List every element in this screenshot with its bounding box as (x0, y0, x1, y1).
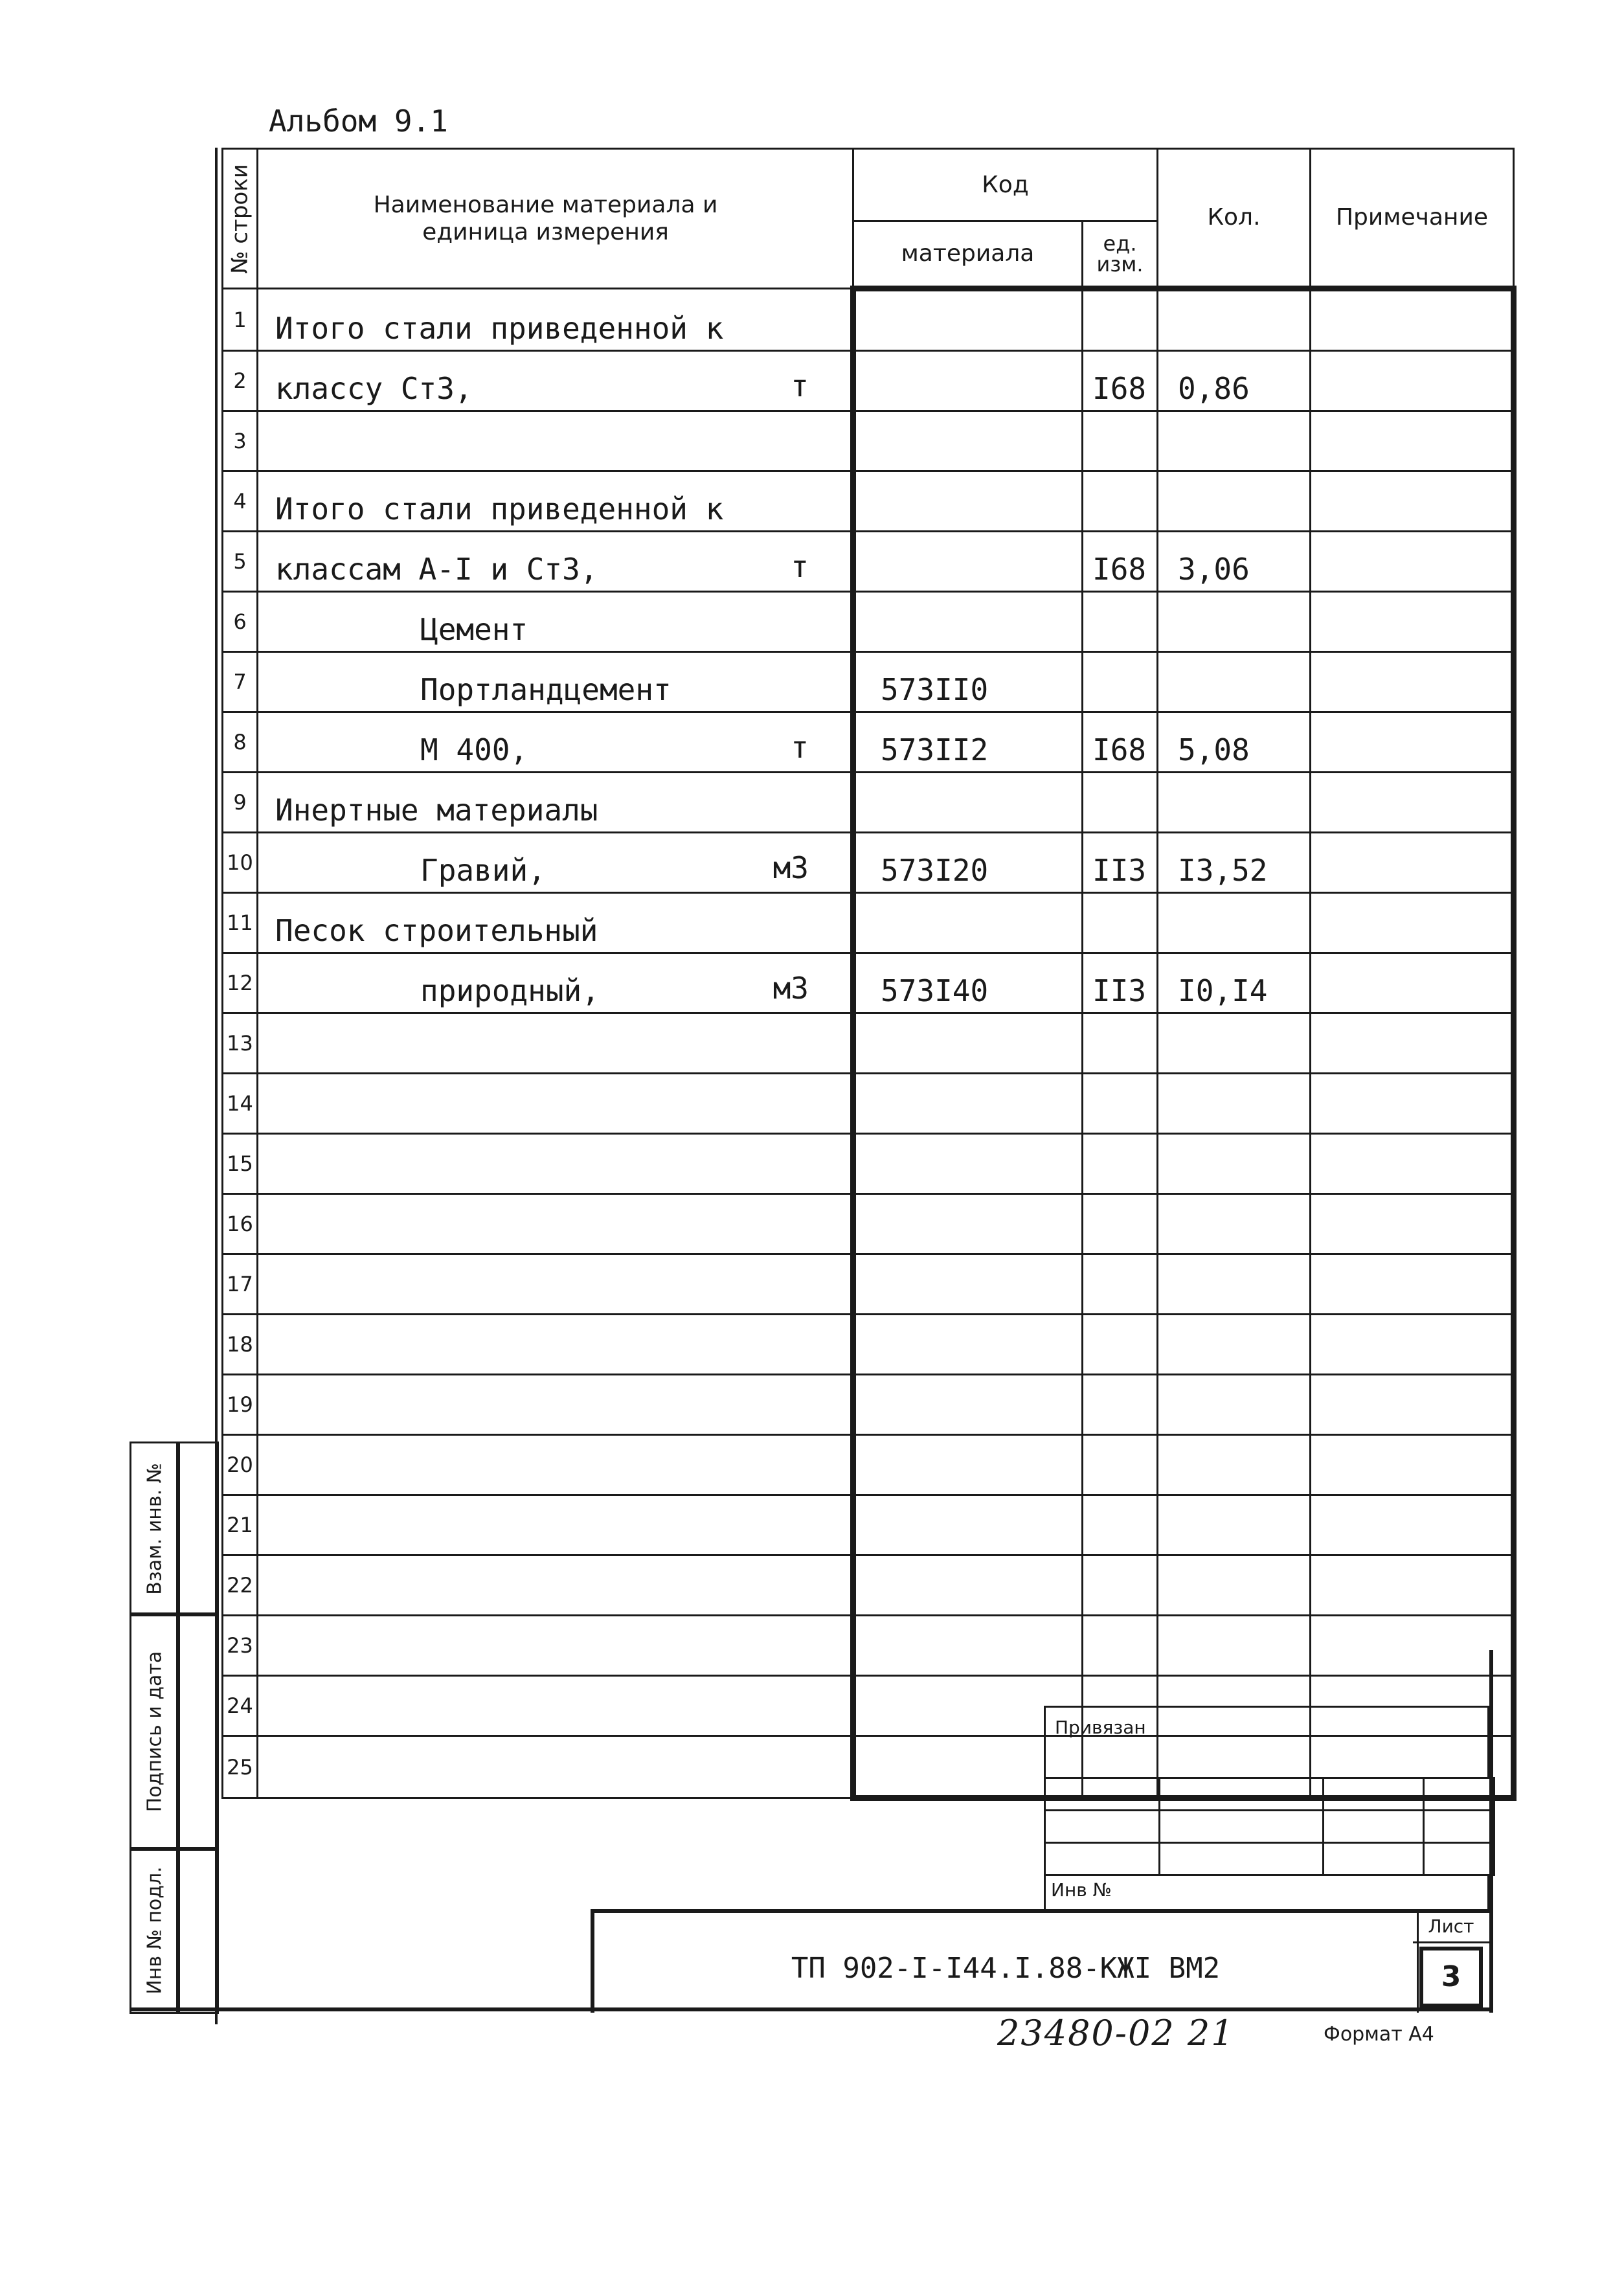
note-cell (1311, 1013, 1514, 1074)
row-number-cell: 16 (223, 1194, 258, 1254)
row-number-cell: 15 (223, 1134, 258, 1194)
quantity-cell (1158, 1495, 1311, 1555)
row-number-cell: 22 (223, 1555, 258, 1616)
album-label: Альбом 9.1 (269, 104, 448, 139)
material-name-text: классам А-I и Ст3, (275, 552, 598, 587)
quantity-cell (1158, 1315, 1311, 1375)
table-row (223, 351, 1514, 411)
material-name-cell (258, 833, 853, 893)
unit-code-cell: I68 (1083, 532, 1158, 592)
note-cell (1311, 289, 1514, 351)
row-number-cell: 3 (223, 411, 258, 471)
material-code-cell: 573II0 (853, 652, 1083, 712)
note-cell (1311, 1315, 1514, 1375)
header-name: Наименование материала и единица измерения (258, 149, 853, 289)
unit-code-cell: I68 (1083, 351, 1158, 411)
inv-no-box (1044, 1874, 1489, 1909)
format-label: Формат А4 (1324, 2023, 1434, 2046)
note-cell (1311, 532, 1514, 592)
material-name-cell (258, 532, 853, 592)
title-block (591, 1909, 1419, 2013)
row-number-cell: 5 (223, 532, 258, 592)
material-name-text: Инертные материалы (275, 793, 598, 828)
material-code-cell (853, 1194, 1083, 1254)
material-code-cell (853, 1074, 1083, 1134)
document-designation: ТП 902-I-I44.I.88-КЖI ВМ2 (791, 1952, 1221, 1985)
material-code-cell (853, 532, 1083, 592)
row-number-cell: 24 (223, 1676, 258, 1736)
material-name-cell (258, 411, 853, 471)
material-name-cell (258, 1074, 853, 1134)
sheet-block (1413, 1909, 1493, 2013)
quantity-cell (1158, 411, 1311, 471)
note-cell (1311, 652, 1514, 712)
quantity-cell (1158, 1194, 1311, 1254)
quantity-cell (1158, 592, 1311, 652)
note-cell (1311, 1254, 1514, 1315)
table-row (223, 411, 1514, 471)
side-box-inv-podl-value (176, 1847, 219, 2014)
unit-code-cell (1083, 289, 1158, 351)
table-row (223, 712, 1514, 773)
handwritten-number: 23480-02 21 (997, 2013, 1235, 2053)
table-row (223, 1616, 1514, 1676)
unit-code-cell (1083, 471, 1158, 532)
material-name-cell (258, 471, 853, 532)
unit-code-cell (1083, 1315, 1158, 1375)
unit-code-cell (1083, 1495, 1158, 1555)
row-number-cell: 20 (223, 1435, 258, 1495)
note-cell (1311, 833, 1514, 893)
material-name-text: Портландцемент (420, 672, 671, 707)
material-name-text: Песок строительный (275, 913, 598, 948)
material-name-text: Итого стали приведенной к (275, 492, 724, 526)
material-name-text: классу Ст3, (275, 371, 473, 406)
material-code-cell (853, 893, 1083, 953)
material-code-cell: 573II2 (853, 712, 1083, 773)
measure-unit-text: т (791, 730, 809, 765)
note-cell (1311, 1555, 1514, 1616)
row-number-cell: 21 (223, 1495, 258, 1555)
quantity-cell: 0,86 (1158, 351, 1311, 411)
table-row (223, 833, 1514, 893)
row-number-cell: 14 (223, 1074, 258, 1134)
material-name-cell (258, 1676, 853, 1736)
inv-no-label: Инв № (1051, 1879, 1112, 1901)
measure-unit-text: т (791, 549, 809, 584)
table-row (223, 1315, 1514, 1375)
unit-code-cell (1083, 1134, 1158, 1194)
unit-code-cell (1083, 773, 1158, 833)
material-code-cell (853, 351, 1083, 411)
quantity-cell (1158, 1616, 1311, 1676)
row-number-cell: 9 (223, 773, 258, 833)
material-code-cell (853, 1375, 1083, 1435)
note-cell (1311, 773, 1514, 833)
material-code-cell (853, 1616, 1083, 1676)
row-number-cell: 11 (223, 893, 258, 953)
material-code-cell (853, 1134, 1083, 1194)
quantity-cell: 5,08 (1158, 712, 1311, 773)
material-name-cell (258, 1555, 853, 1616)
table-row (223, 471, 1514, 532)
material-code-cell (853, 1555, 1083, 1616)
quantity-cell (1158, 1435, 1311, 1495)
material-name-cell (258, 1435, 853, 1495)
unit-code-cell (1083, 1375, 1158, 1435)
header-code-material: материала (853, 221, 1083, 289)
header-row-no: № строки (223, 149, 258, 289)
unit-code-cell: II3 (1083, 833, 1158, 893)
material-code-cell (853, 411, 1083, 471)
side-box-podpis (130, 1612, 180, 1851)
note-cell (1311, 712, 1514, 773)
quantity-cell (1158, 1134, 1311, 1194)
side-box-zam-inv (130, 1442, 180, 1616)
row-number-cell: 4 (223, 471, 258, 532)
material-code-cell (853, 1435, 1083, 1495)
material-code-cell (853, 773, 1083, 833)
table-row (223, 652, 1514, 712)
unit-code-cell (1083, 1074, 1158, 1134)
material-name-cell (258, 1616, 853, 1676)
side-box-zam-inv-value (176, 1442, 219, 1616)
table-row (223, 592, 1514, 652)
table-row (223, 953, 1514, 1013)
material-name-cell (258, 1134, 853, 1194)
privyazan-box (1044, 1706, 1489, 1778)
material-code-cell (853, 289, 1083, 351)
table-row (223, 1134, 1514, 1194)
material-name-cell (258, 652, 853, 712)
material-code-cell: 573I20 (853, 833, 1083, 893)
privyazan-grid (1044, 1777, 1495, 1876)
material-name-cell (258, 893, 853, 953)
material-name-cell (258, 1495, 853, 1555)
side-box-inv-podl (130, 1847, 180, 2014)
header-code-unit: ед. изм. (1083, 221, 1158, 289)
material-name-cell (258, 712, 853, 773)
material-code-cell (853, 1495, 1083, 1555)
quantity-cell: 3,06 (1158, 532, 1311, 592)
row-number-cell: 19 (223, 1375, 258, 1435)
unit-code-cell (1083, 411, 1158, 471)
unit-code-cell (1083, 1254, 1158, 1315)
material-name-text: природный, (420, 973, 600, 1008)
unit-code-cell: I68 (1083, 712, 1158, 773)
header-qty: Кол. (1158, 149, 1311, 289)
quantity-cell (1158, 1375, 1311, 1435)
unit-code-cell (1083, 1555, 1158, 1616)
sheet-label: Лист (1413, 1916, 1489, 1943)
quantity-cell (1158, 1555, 1311, 1616)
note-cell (1311, 1074, 1514, 1134)
table-row (223, 1194, 1514, 1254)
note-cell (1311, 1495, 1514, 1555)
row-number-cell: 23 (223, 1616, 258, 1676)
note-cell (1311, 471, 1514, 532)
side-podpis-label: Подпись и дата (143, 1651, 166, 1813)
row-number-cell: 13 (223, 1013, 258, 1074)
material-name-text: М 400, (420, 732, 528, 767)
row-number-cell: 1 (223, 289, 258, 351)
material-code-cell (853, 1013, 1083, 1074)
table-row (223, 289, 1514, 351)
quantity-cell (1158, 1254, 1311, 1315)
table-row (223, 1074, 1514, 1134)
note-cell (1311, 1134, 1514, 1194)
material-name-cell (258, 1315, 853, 1375)
quantity-cell (1158, 893, 1311, 953)
row-number-cell: 17 (223, 1254, 258, 1315)
side-inv-podl-label: Инв № подл. (143, 1866, 166, 1995)
material-name-cell (258, 1736, 853, 1798)
note-cell (1311, 1194, 1514, 1254)
row-number-cell: 10 (223, 833, 258, 893)
measure-unit-text: м3 (773, 971, 809, 1006)
note-cell (1311, 893, 1514, 953)
material-name-cell (258, 953, 853, 1013)
quantity-cell: I0,I4 (1158, 953, 1311, 1013)
unit-code-cell (1083, 1616, 1158, 1676)
material-code-cell (853, 592, 1083, 652)
table-row (223, 1013, 1514, 1074)
quantity-cell (1158, 652, 1311, 712)
row-number-cell: 12 (223, 953, 258, 1013)
material-name-cell (258, 1194, 853, 1254)
quantity-cell (1158, 773, 1311, 833)
sheet-number: 3 (1419, 1947, 1483, 2007)
header-code: Код (853, 149, 1158, 221)
row-number-cell: 8 (223, 712, 258, 773)
unit-code-cell: II3 (1083, 953, 1158, 1013)
table-row (223, 1375, 1514, 1435)
material-name-text: Гравий, (420, 853, 546, 888)
header-note: Примечание (1311, 149, 1514, 289)
table-row (223, 1435, 1514, 1495)
note-cell (1311, 411, 1514, 471)
measure-unit-text: т (791, 368, 809, 403)
material-name-text: Итого стали приведенной к (275, 311, 724, 346)
unit-code-cell (1083, 893, 1158, 953)
quantity-cell (1158, 471, 1311, 532)
table-row (223, 532, 1514, 592)
note-cell (1311, 953, 1514, 1013)
quantity-cell: I3,52 (1158, 833, 1311, 893)
note-cell (1311, 592, 1514, 652)
material-code-cell (853, 1254, 1083, 1315)
table-row (223, 1495, 1514, 1555)
unit-code-cell (1083, 1435, 1158, 1495)
material-name-cell (258, 773, 853, 833)
side-box-podpis-value (176, 1612, 219, 1851)
note-cell (1311, 1375, 1514, 1435)
material-name-cell (258, 592, 853, 652)
material-name-cell (258, 1254, 853, 1315)
row-number-cell: 2 (223, 351, 258, 411)
material-name-cell (258, 1375, 853, 1435)
note-cell (1311, 1435, 1514, 1495)
row-number-cell: 25 (223, 1736, 258, 1798)
table-row (223, 1254, 1514, 1315)
material-code-cell (853, 471, 1083, 532)
table-row (223, 773, 1514, 833)
material-code-cell (853, 1315, 1083, 1375)
row-number-cell: 7 (223, 652, 258, 712)
unit-code-cell (1083, 1013, 1158, 1074)
quantity-cell (1158, 1013, 1311, 1074)
material-code-cell: 573I40 (853, 953, 1083, 1013)
table-row (223, 893, 1514, 953)
materials-table (221, 148, 1517, 1801)
material-name-cell (258, 351, 853, 411)
table-row (223, 1555, 1514, 1616)
material-name-cell (258, 1013, 853, 1074)
measure-unit-text: м3 (773, 850, 809, 885)
material-name-cell (258, 289, 853, 351)
note-cell (1311, 351, 1514, 411)
note-cell (1311, 1616, 1514, 1676)
row-number-cell: 6 (223, 592, 258, 652)
unit-code-cell (1083, 592, 1158, 652)
unit-code-cell (1083, 652, 1158, 712)
unit-code-cell (1083, 1194, 1158, 1254)
row-number-cell: 18 (223, 1315, 258, 1375)
material-name-text: Цемент (420, 612, 528, 647)
quantity-cell (1158, 1074, 1311, 1134)
privyazan-label: Привязан (1055, 1717, 1146, 1738)
quantity-cell (1158, 289, 1311, 351)
side-zam-inv-label: Взам. инв. № (143, 1463, 166, 1595)
